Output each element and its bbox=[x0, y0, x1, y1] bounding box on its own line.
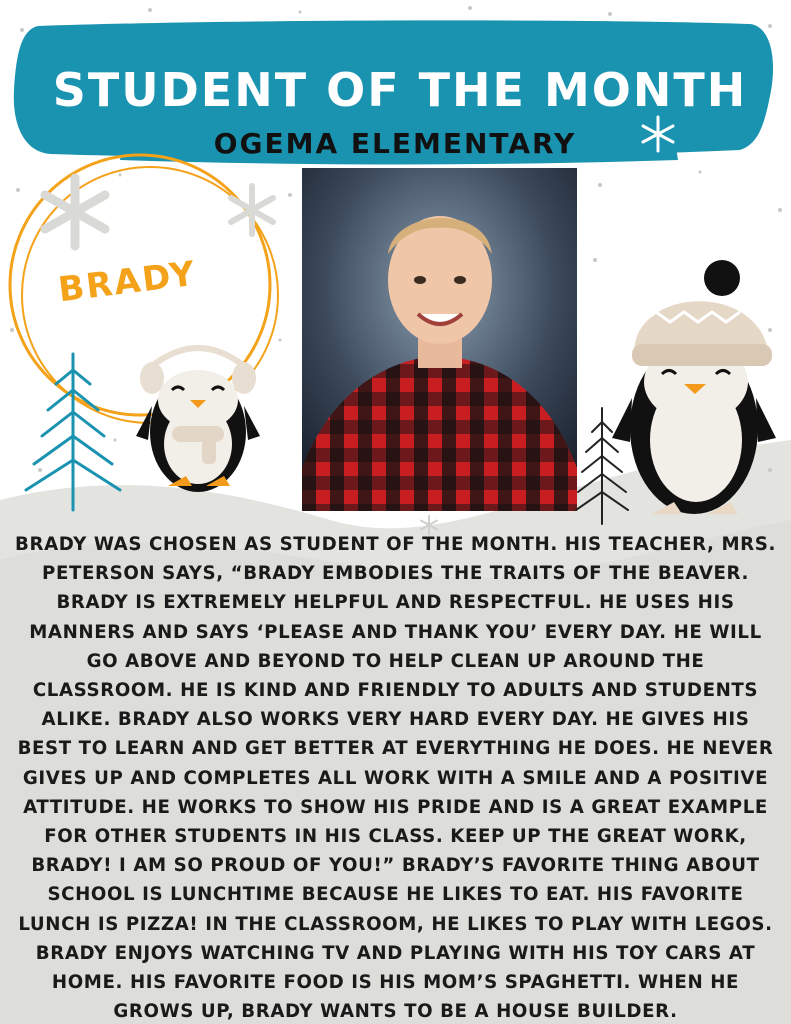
penguin-hat-icon bbox=[612, 258, 782, 528]
student-photo bbox=[302, 168, 577, 511]
snowflake-icon bbox=[638, 114, 678, 154]
school-name: OGEMA ELEMENTARY bbox=[213, 127, 577, 160]
penguin-earmuffs-icon bbox=[132, 336, 264, 496]
snowflake-icon bbox=[222, 180, 282, 240]
header-banner bbox=[10, 18, 780, 166]
page-title: STUDENT OF THE MONTH bbox=[52, 63, 748, 117]
student-portrait bbox=[302, 168, 577, 511]
student-description: BRADY WAS CHOSEN AS STUDENT OF THE MONTH. HIS TEACHER, MRS. PETERSON SAYS, “BRADY EMBODIES THE TRAITS OF THE BEAVER. BRADY IS EXTREMELY HELPFUL AND RESPECTFUL. HE USES HIS MANNERS AND SAYS ‘PLEASE AND THANK YOU’ EVERY DAY. HE WILL GO ABOVE AND BEYOND TO HELP CLEAN UP AROUND THE CLASSROOM. HE IS KIND AND FRIENDLY TO ADULTS AND STUDENTS ALIKE. BRADY ALSO WORKS VERY HARD EVERY DAY. HE GIVES HIS BEST TO LEARN AND GET BETTER AT EVERYTHING HE DOES. HE NEVER GIVES UP AND COMPLETES ALL WORK WITH A SMILE AND A POSITIVE ATTITUDE. HE WORKS TO SHOW HIS PRIDE AND IS A GREAT EXAMPLE FOR OTHER STUDENTS IN HIS CLASS. KEEP UP THE GREAT WORK, BRADY! I AM SO PROUD OF YOU!” BRADY’S FAVORITE THING ABOUT SCHOOL IS LUNCHTIME BECAUSE HE LIKES TO EAT. HIS FAVORITE LUNCH IS PIZZA! IN THE CLASSROOM, HE LIKES TO PLAY WITH LEGOS. BRADY ENJOYS WATCHING TV AND PLAYING WITH HIS TOY CARS AT HOME. HIS FAVORITE FOOD IS HIS MOM’S SPAGHETTI. WHEN HE GROWS UP, BRADY WANTS TO BE A HOUSE BUILDER. bbox=[15, 534, 776, 1023]
pine-tree-icon bbox=[18, 352, 128, 512]
snowflake-icon bbox=[35, 172, 115, 252]
student-name: BRADY bbox=[56, 253, 199, 311]
